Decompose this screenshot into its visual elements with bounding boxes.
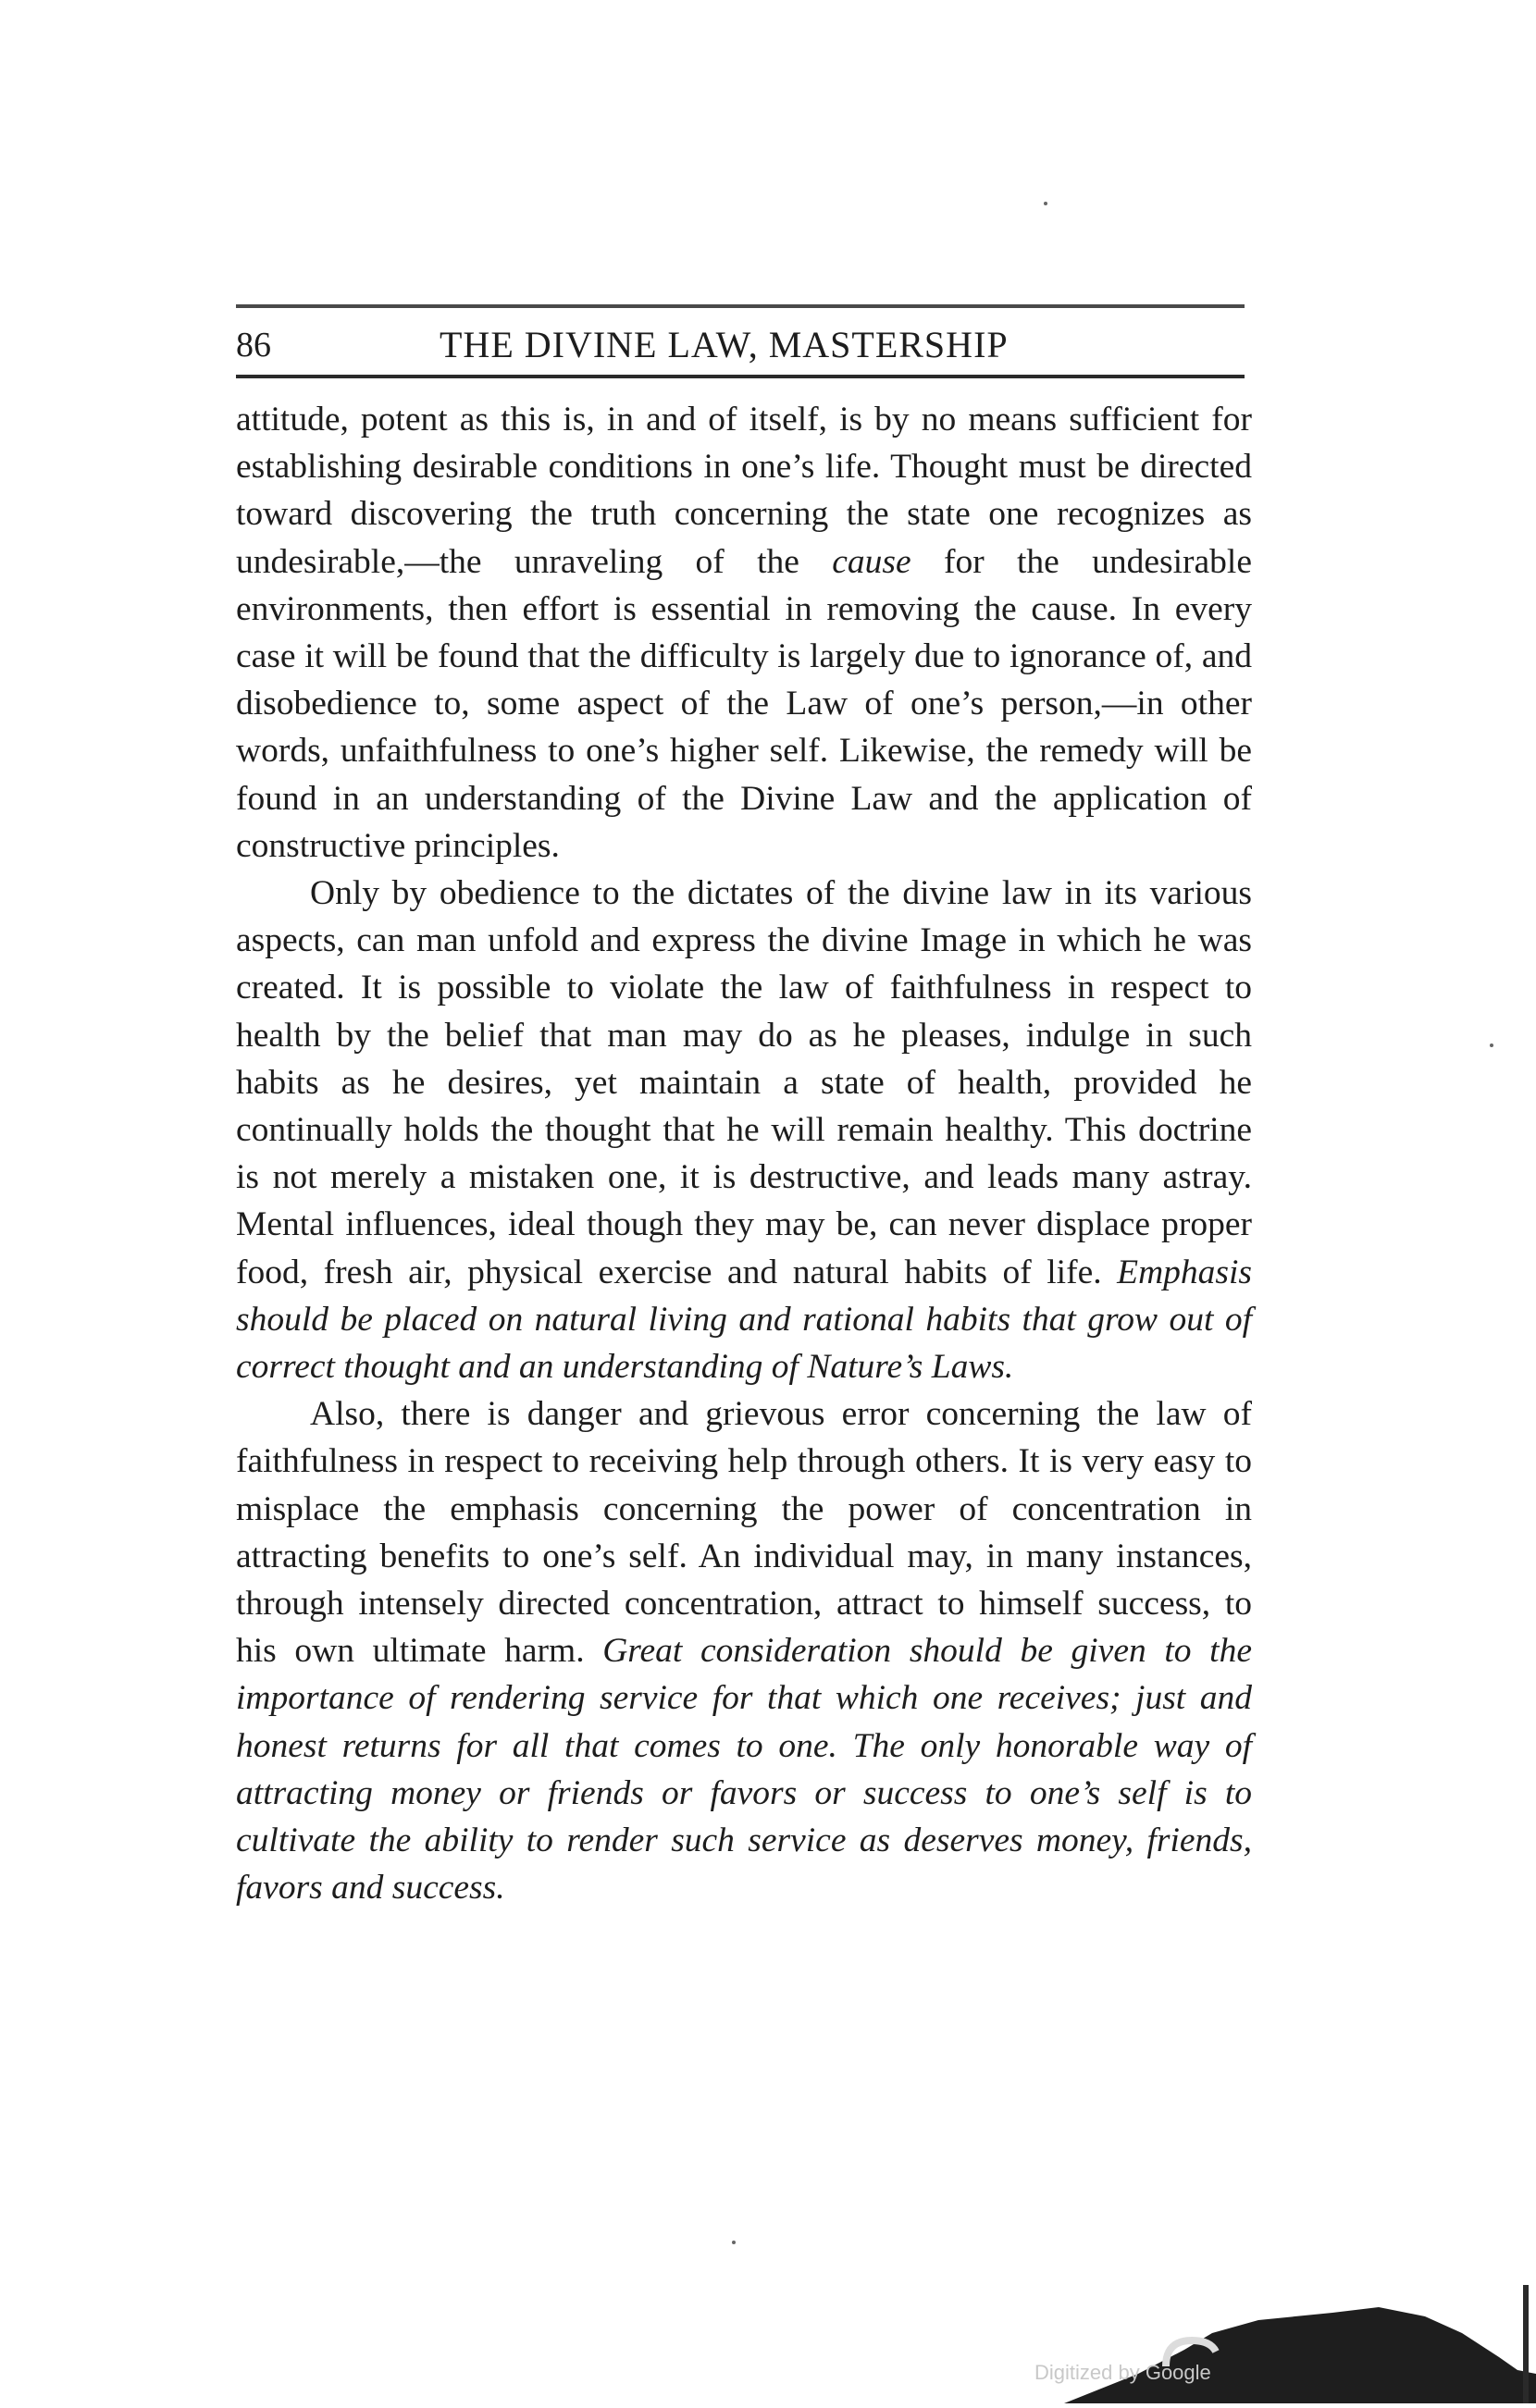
body-text — [236, 396, 1252, 1912]
paragraph-3-run-1: Also, there is danger and grievous error concerning the law of faithfulness in respect to receiving help through others. It is very easy to misplace the emphasis concerning the power of concentration in attracting benefits to one’s self. An individual may, in many instances, through intensely directed concentration, attract to himself success, to his own ultimate harm. — [236, 1395, 1252, 1671]
top-border-rule — [236, 304, 1245, 308]
watermark-logo-shape — [1027, 2285, 1536, 2403]
paragraph-3-italic-emphasis: Great consideration should be given to the importance of rendering service for that which one receives; just and honest returns for all that comes to one. The only honorable way of attracting money or friends or favors or success to one’s self is to cultivate the ability to render such service as deserves money, friends, favors and success. — [236, 1632, 1252, 1908]
paragraph-2 — [236, 870, 1252, 1390]
running-title: THE DIVINE LAW, MASTERSHIP — [440, 324, 1009, 365]
watermark-text: Digitized by Google — [1034, 2361, 1211, 2384]
paragraph-1-run-3: for the undesirable environments, then effort is essential in removing the cause. In every case it will be found that the difficulty is largely due to ignorance of, and disobedience to, some aspect of the Law of one’s person,—in other words, unfaithfulness to one’s higher self. Likewise, the remedy will be found in an understanding of the Divine Law and the application of constructive principles. — [236, 542, 1252, 865]
page-number: 86 — [236, 326, 271, 364]
paragraph-1-run-1: attitude, potent as this is, in and of itself, is by no means sufficient for establishing desirable conditions in one’s life. Thought must be directed toward discovering the truth concerning the state one recognizes as undesirable,—the unraveling of the — [236, 401, 1252, 581]
paragraph-2-run-1: Only by obedience to the dictates of the divine law in its various aspects, can man unfold and express the divine Image in which he was created. It is possible to violate the law of faithfulness in respect to health by the belief that man may do as he pleases, indulge in such habits as he desires, yet maintain a state of health, provided he continually holds the thought that he will remain healthy. This doctrine is not merely a mistaken one, it is destructive, and leads many astray. Mental influences, ideal though they may be, can never displace proper food, fresh air, physical exercise and natural habits of life. — [236, 874, 1252, 1291]
paragraph-2-italic-emphasis: Emphasis should be placed on natural living and rational habits that grow out of correct thought and an understanding of Nature’s Laws. — [236, 1253, 1252, 1387]
scan-speck — [1044, 202, 1047, 205]
scan-speck — [1490, 1043, 1493, 1047]
google-watermark — [1027, 2285, 1536, 2403]
paragraph-1-italic-cause: cause — [832, 542, 911, 581]
header-rule — [236, 375, 1245, 378]
paragraph-3 — [236, 1390, 1252, 1911]
running-head — [236, 319, 1245, 371]
paragraph-1 — [236, 396, 1252, 870]
scan-speck — [732, 2241, 736, 2244]
